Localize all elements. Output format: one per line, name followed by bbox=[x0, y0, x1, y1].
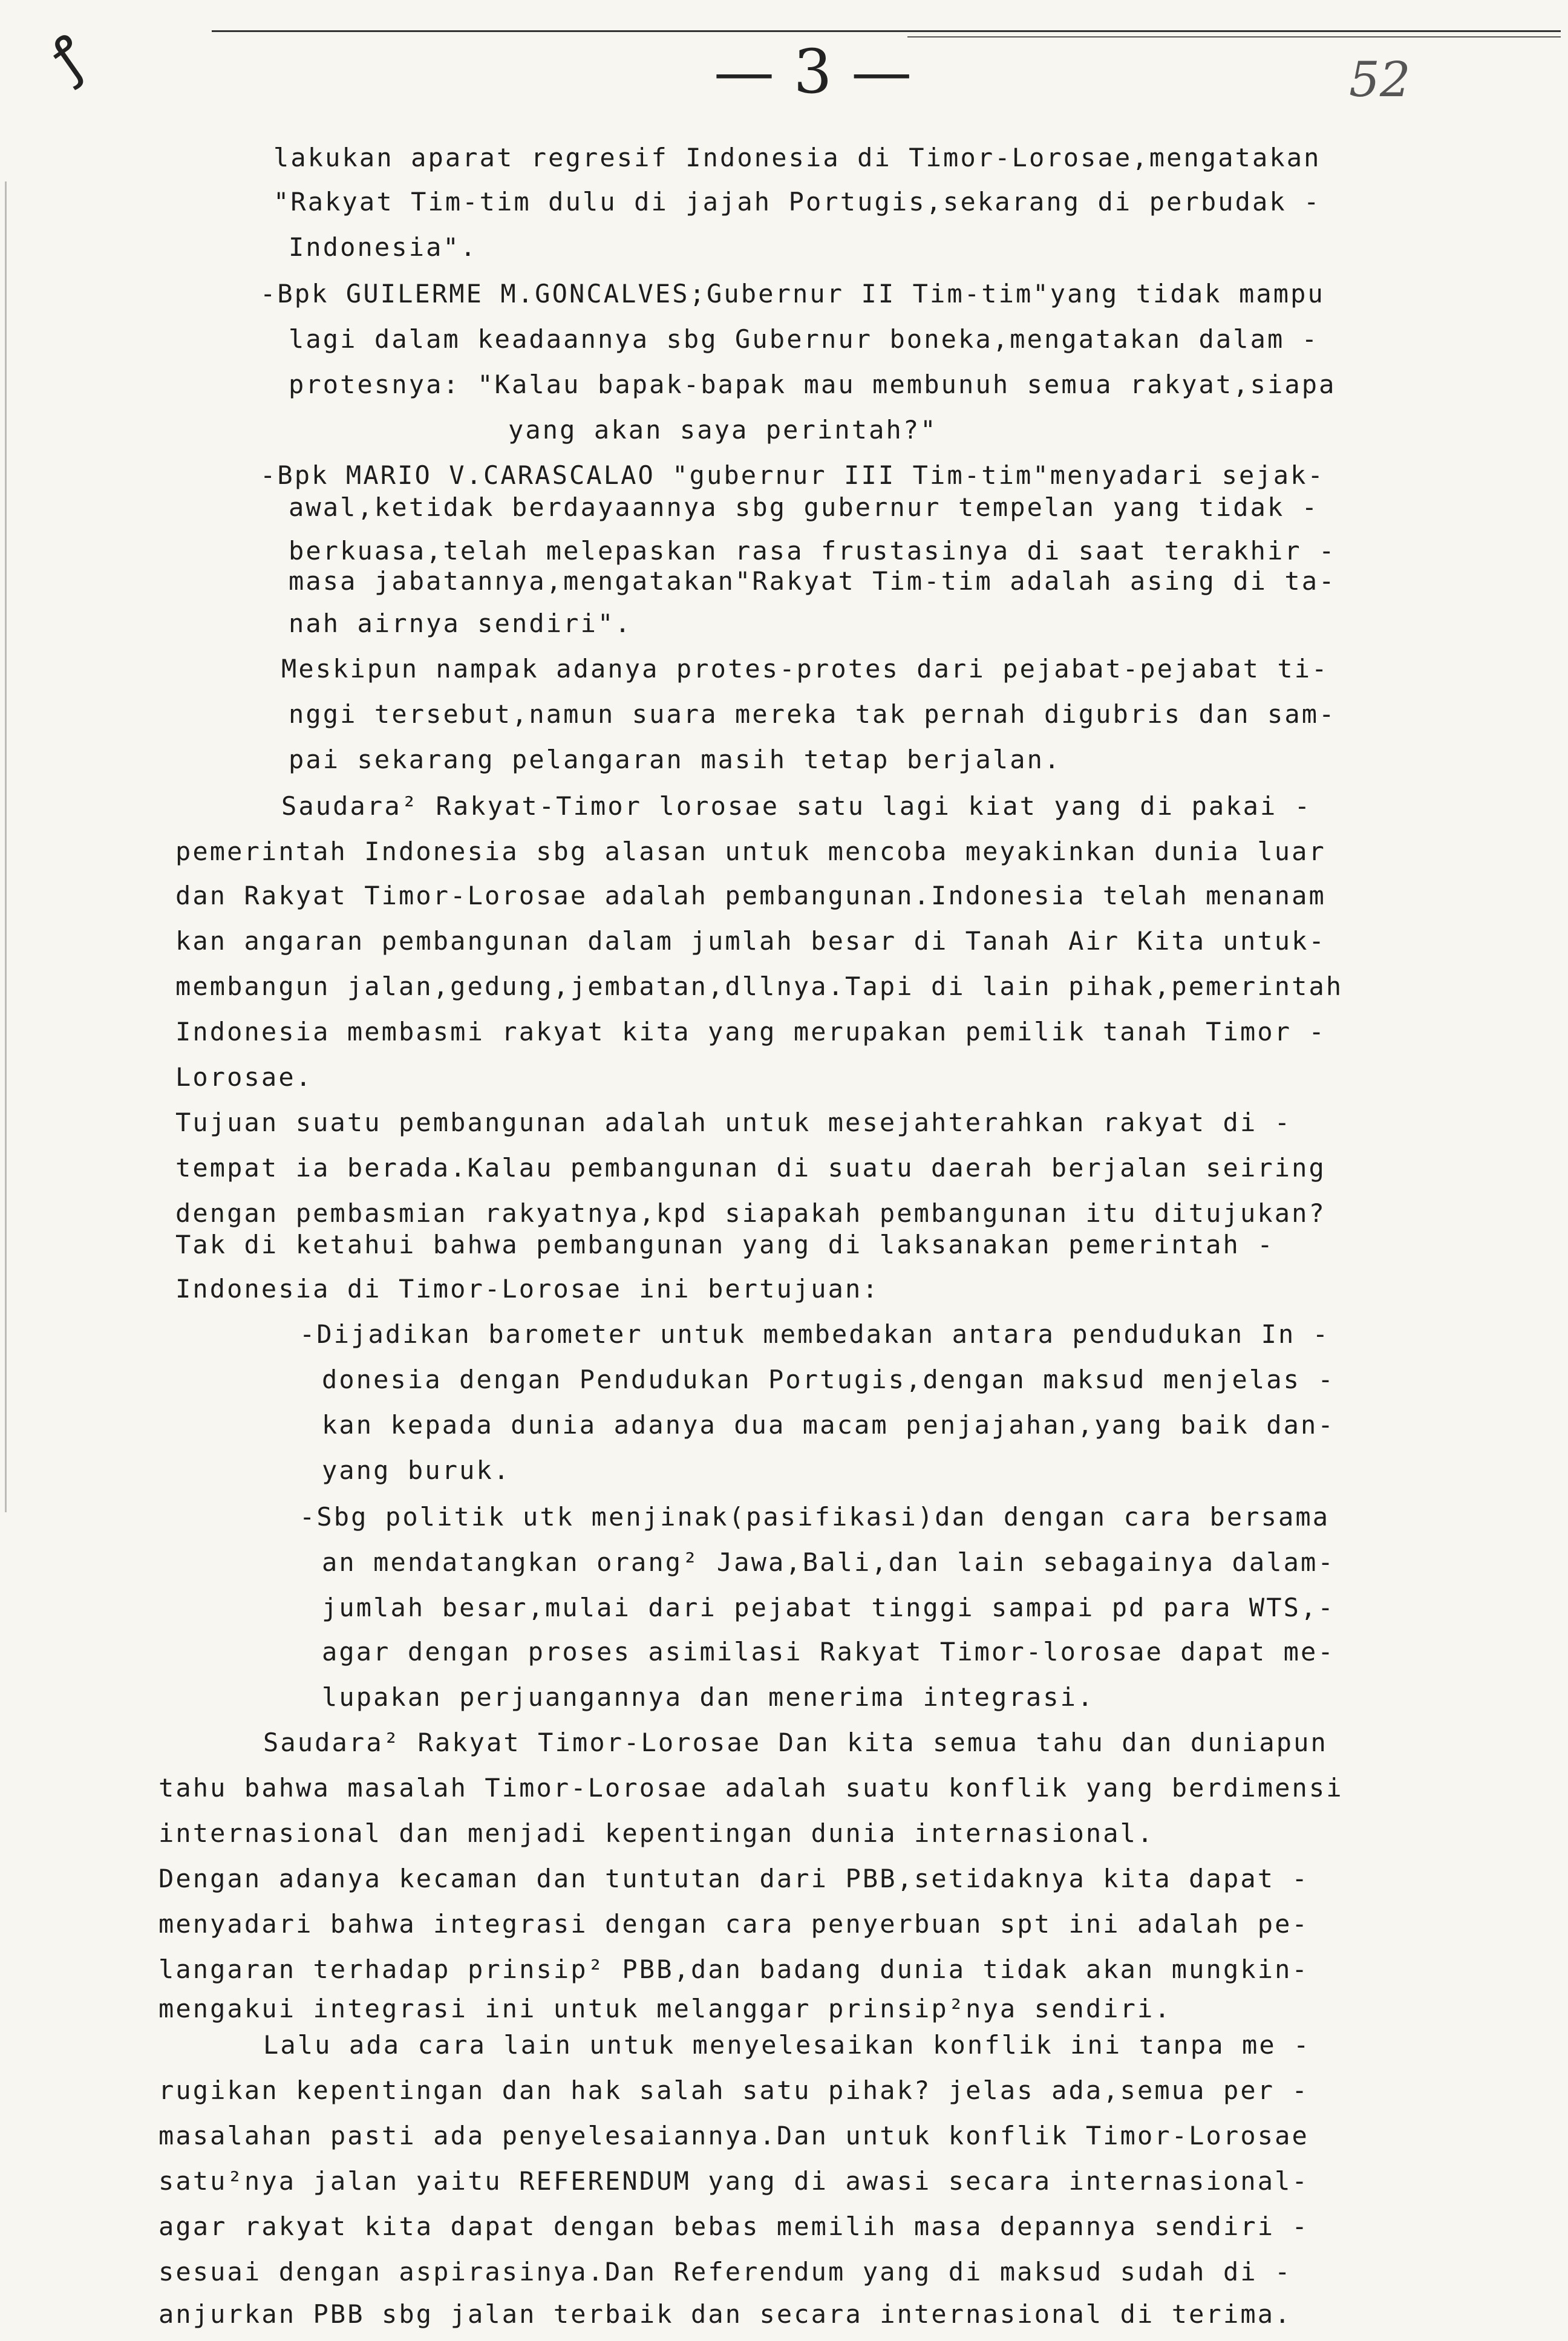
text-line: Tak di ketahui bahwa pembangunan yang di laksanakan pemerintah - bbox=[175, 1230, 1275, 1259]
text-line: sesuai dengan aspirasinya.Dan Referendum yang di maksud sudah di - bbox=[158, 2257, 1292, 2287]
text-line: rugikan kepentingan dan hak salah satu pihak? jelas ada,semua per - bbox=[158, 2075, 1309, 2105]
text-line: lupakan perjuangannya dan menerima integrasi. bbox=[322, 1682, 1095, 1712]
text-line: donesia dengan Pendudukan Portugis,dengan maksud menjelas - bbox=[322, 1365, 1335, 1394]
text-line: agar rakyat kita dapat dengan bebas memilih masa depannya sendiri - bbox=[158, 2212, 1309, 2241]
text-line: berkuasa,telah melepaskan rasa frustasinya di saat terakhir - bbox=[289, 536, 1336, 566]
text-line: -Bpk GUILERME M.GONCALVES;Gubernur II Tim-tim"yang tidak mampu bbox=[260, 279, 1325, 309]
text-line: Saudara² Rakyat-Timor lorosae satu lagi kiat yang di pakai - bbox=[281, 791, 1312, 821]
text-line: -Bpk MARIO V.CARASCALAO "gubernur III Tim-tim"menyadari sejak- bbox=[260, 460, 1325, 490]
left-margin-mark bbox=[5, 181, 7, 1512]
text-line: anjurkan PBB sbg jalan terbaik dan secara internasional di terima. bbox=[158, 2299, 1292, 2329]
text-line: masa jabatannya,mengatakan"Rakyat Tim-tim adalah asing di ta- bbox=[289, 566, 1336, 596]
top-rule bbox=[212, 30, 1561, 32]
text-line: -Dijadikan barometer untuk membedakan antara pendudukan In - bbox=[299, 1319, 1330, 1349]
top-rule-secondary bbox=[907, 36, 1561, 38]
text-line: Tujuan suatu pembangunan adalah untuk mesejahterahkan rakyat di - bbox=[175, 1108, 1292, 1137]
text-line: kan angaran pembangunan dalam jumlah besar di Tanah Air Kita untuk- bbox=[175, 926, 1326, 956]
text-line: membangun jalan,gedung,jembatan,dllnya.Tapi di lain pihak,pemerintah bbox=[175, 971, 1344, 1001]
text-line: Indonesia di Timor-Lorosae ini bertujuan: bbox=[175, 1274, 880, 1304]
text-line: dan Rakyat Timor-Lorosae adalah pembangunan.Indonesia telah menanam bbox=[175, 881, 1326, 910]
text-line: "Rakyat Tim-tim dulu di jajah Portugis,sekarang di perbudak - bbox=[273, 187, 1321, 217]
text-line: Saudara² Rakyat Timor-Lorosae Dan kita semua tahu dan duniapun bbox=[263, 1728, 1328, 1757]
text-line: Dengan adanya kecaman dan tuntutan dari PBB,setidaknya kita dapat - bbox=[158, 1864, 1309, 1893]
text-line: menyadari bahwa integrasi dengan cara penyerbuan spt ini adalah pe- bbox=[158, 1909, 1309, 1939]
text-line: jumlah besar,mulai dari pejabat tinggi sampai pd para WTS,- bbox=[322, 1593, 1335, 1622]
text-line: tempat ia berada.Kalau pembangunan di suatu daerah berjalan seiring bbox=[175, 1153, 1326, 1183]
text-line: dengan pembasmian rakyatnya,kpd siapakah pembangunan itu ditujukan? bbox=[175, 1198, 1326, 1228]
text-line: pai sekarang pelangaran masih tetap berjalan. bbox=[289, 745, 1062, 774]
text-line: Meskipun nampak adanya protes-protes dari pejabat-pejabat ti- bbox=[281, 654, 1329, 684]
text-line: Indonesia". bbox=[289, 232, 478, 262]
text-line: internasional dan menjadi kepentingan dunia internasional. bbox=[158, 1818, 1155, 1848]
text-line: pemerintah Indonesia sbg alasan untuk mencoba meyakinkan dunia luar bbox=[175, 837, 1326, 866]
handwritten-page-mark: 52 bbox=[1349, 51, 1411, 108]
text-line: agar dengan proses asimilasi Rakyat Timor-lorosae dapat me- bbox=[322, 1637, 1335, 1667]
text-line: Lalu ada cara lain untuk menyelesaikan konflik ini tanpa me - bbox=[263, 2030, 1311, 2060]
text-line: nggi tersebut,namun suara mereka tak pernah digubris dan sam- bbox=[289, 699, 1336, 729]
text-line: masalahan pasti ada penyelesaiannya.Dan untuk konflik Timor-Lorosae bbox=[158, 2121, 1309, 2150]
handwritten-corner-scribble: ꝭ bbox=[39, 23, 97, 91]
text-line: an mendatangkan orang² Jawa,Bali,dan lain sebagainya dalam- bbox=[322, 1547, 1335, 1577]
text-line: kan kepada dunia adanya dua macam penjajahan,yang baik dan- bbox=[322, 1410, 1335, 1440]
text-line: satu²nya jalan yaitu REFERENDUM yang di awasi secara internasional- bbox=[158, 2166, 1309, 2196]
text-line: protesnya: "Kalau bapak-bapak mau membunuh semua rakyat,siapa bbox=[289, 370, 1336, 399]
text-line: langaran terhadap prinsip² PBB,dan badang dunia tidak akan mungkin- bbox=[158, 1954, 1309, 1984]
page-number: — 3 — bbox=[714, 36, 912, 107]
text-line: yang akan saya perintah?" bbox=[508, 415, 938, 445]
text-line: Lorosae. bbox=[175, 1062, 313, 1092]
text-line: Indonesia membasmi rakyat kita yang merupakan pemilik tanah Timor - bbox=[175, 1017, 1326, 1046]
text-line: nah airnya sendiri". bbox=[289, 609, 632, 638]
text-line: lakukan aparat regresif Indonesia di Timor-Lorosae,mengatakan bbox=[273, 143, 1321, 172]
text-line: tahu bahwa masalah Timor-Lorosae adalah suatu konflik yang berdimensi bbox=[158, 1773, 1344, 1803]
text-line: awal,ketidak berdayaannya sbg gubernur tempelan yang tidak - bbox=[289, 492, 1319, 522]
text-line: mengakui integrasi ini untuk melanggar prinsip²nya sendiri. bbox=[158, 1994, 1172, 2023]
text-line: -Sbg politik utk menjinak(pasifikasi)dan dengan cara bersama bbox=[299, 1502, 1330, 1532]
text-line: yang buruk. bbox=[322, 1455, 511, 1485]
text-line: lagi dalam keadaannya sbg Gubernur boneka,mengatakan dalam - bbox=[289, 324, 1319, 354]
